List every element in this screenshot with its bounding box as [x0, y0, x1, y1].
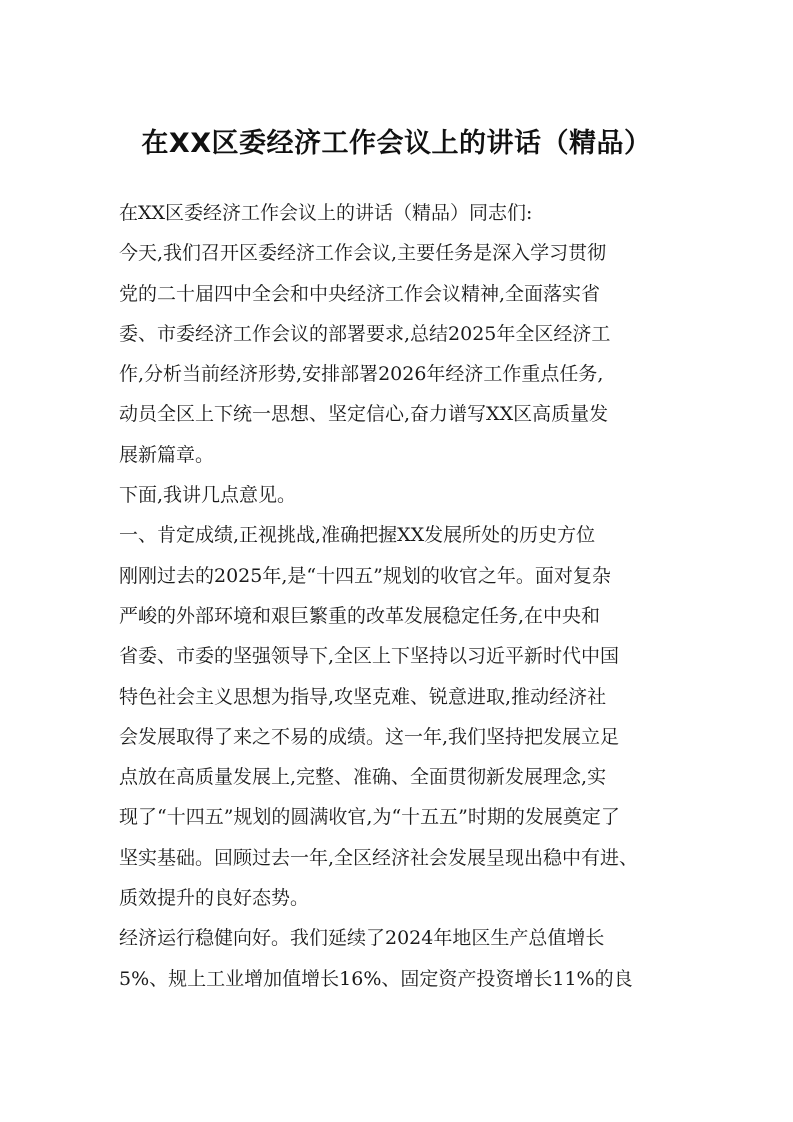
- body-line: 会发展取得了来之不易的成绩。这一年,我们坚持把发展立足: [119, 725, 620, 748]
- body-line: 坚实基础。回顾过去一年,全区经济社会发展呈现出稳中有进、: [119, 846, 639, 869]
- body-line: 省委、市委的坚强领导下,全区上下坚持以习近平新时代中国: [119, 645, 620, 668]
- body-line: 质效提升的良好态势。: [119, 887, 310, 910]
- body-line: 在XX区委经济工作会议上的讲话（精品）同志们:: [119, 202, 533, 224]
- body-line: 一、肯定成绩,正视挑战,准确把握XX发展所处的历史方位: [119, 524, 596, 547]
- document-body: [119, 193, 679, 999]
- body-line: 动员全区上下统一思想、坚定信心,奋力谱写XX区高质量发: [119, 403, 609, 426]
- body-line: 今天,我们召开区委经济工作会议,主要任务是深入学习贯彻: [119, 242, 607, 265]
- body-line: 5%、规上工业增加值增长16%、固定资产投资增长11%的良: [119, 967, 633, 990]
- body-line: 作,分析当前经济形势,安排部署2026年经济工作重点任务,: [119, 363, 604, 386]
- body-line: 现了“十四五”规划的圆满收官,为“十五五”时期的发展奠定了: [119, 806, 620, 829]
- body-line: 党的二十届四中全会和中央经济工作会议精神,全面落实省: [119, 282, 601, 305]
- body-line: 经济运行稳健向好。我们延续了2024年地区生产总值增长: [119, 927, 605, 950]
- body-line: 严峻的外部环境和艰巨繁重的改革发展稳定任务,在中央和: [119, 604, 601, 627]
- body-line: 点放在高质量发展上,完整、准确、全面贯彻新发展理念,实: [119, 766, 607, 789]
- document-title: 在XX区委经济工作会议上的讲话（精品）: [141, 128, 652, 159]
- body-line: 委、市委经济工作会议的部署要求,总结2025年全区经济工: [119, 322, 611, 345]
- body-line: 特色社会主义思想为指导,攻坚克难、锐意进取,推动经济社: [119, 685, 607, 708]
- body-line: 下面,我讲几点意见。: [119, 484, 297, 507]
- body-line: 展新篇章。: [119, 443, 215, 466]
- body-line: 刚刚过去的2025年,是“十四五”规划的收官之年。面对复杂: [119, 564, 611, 587]
